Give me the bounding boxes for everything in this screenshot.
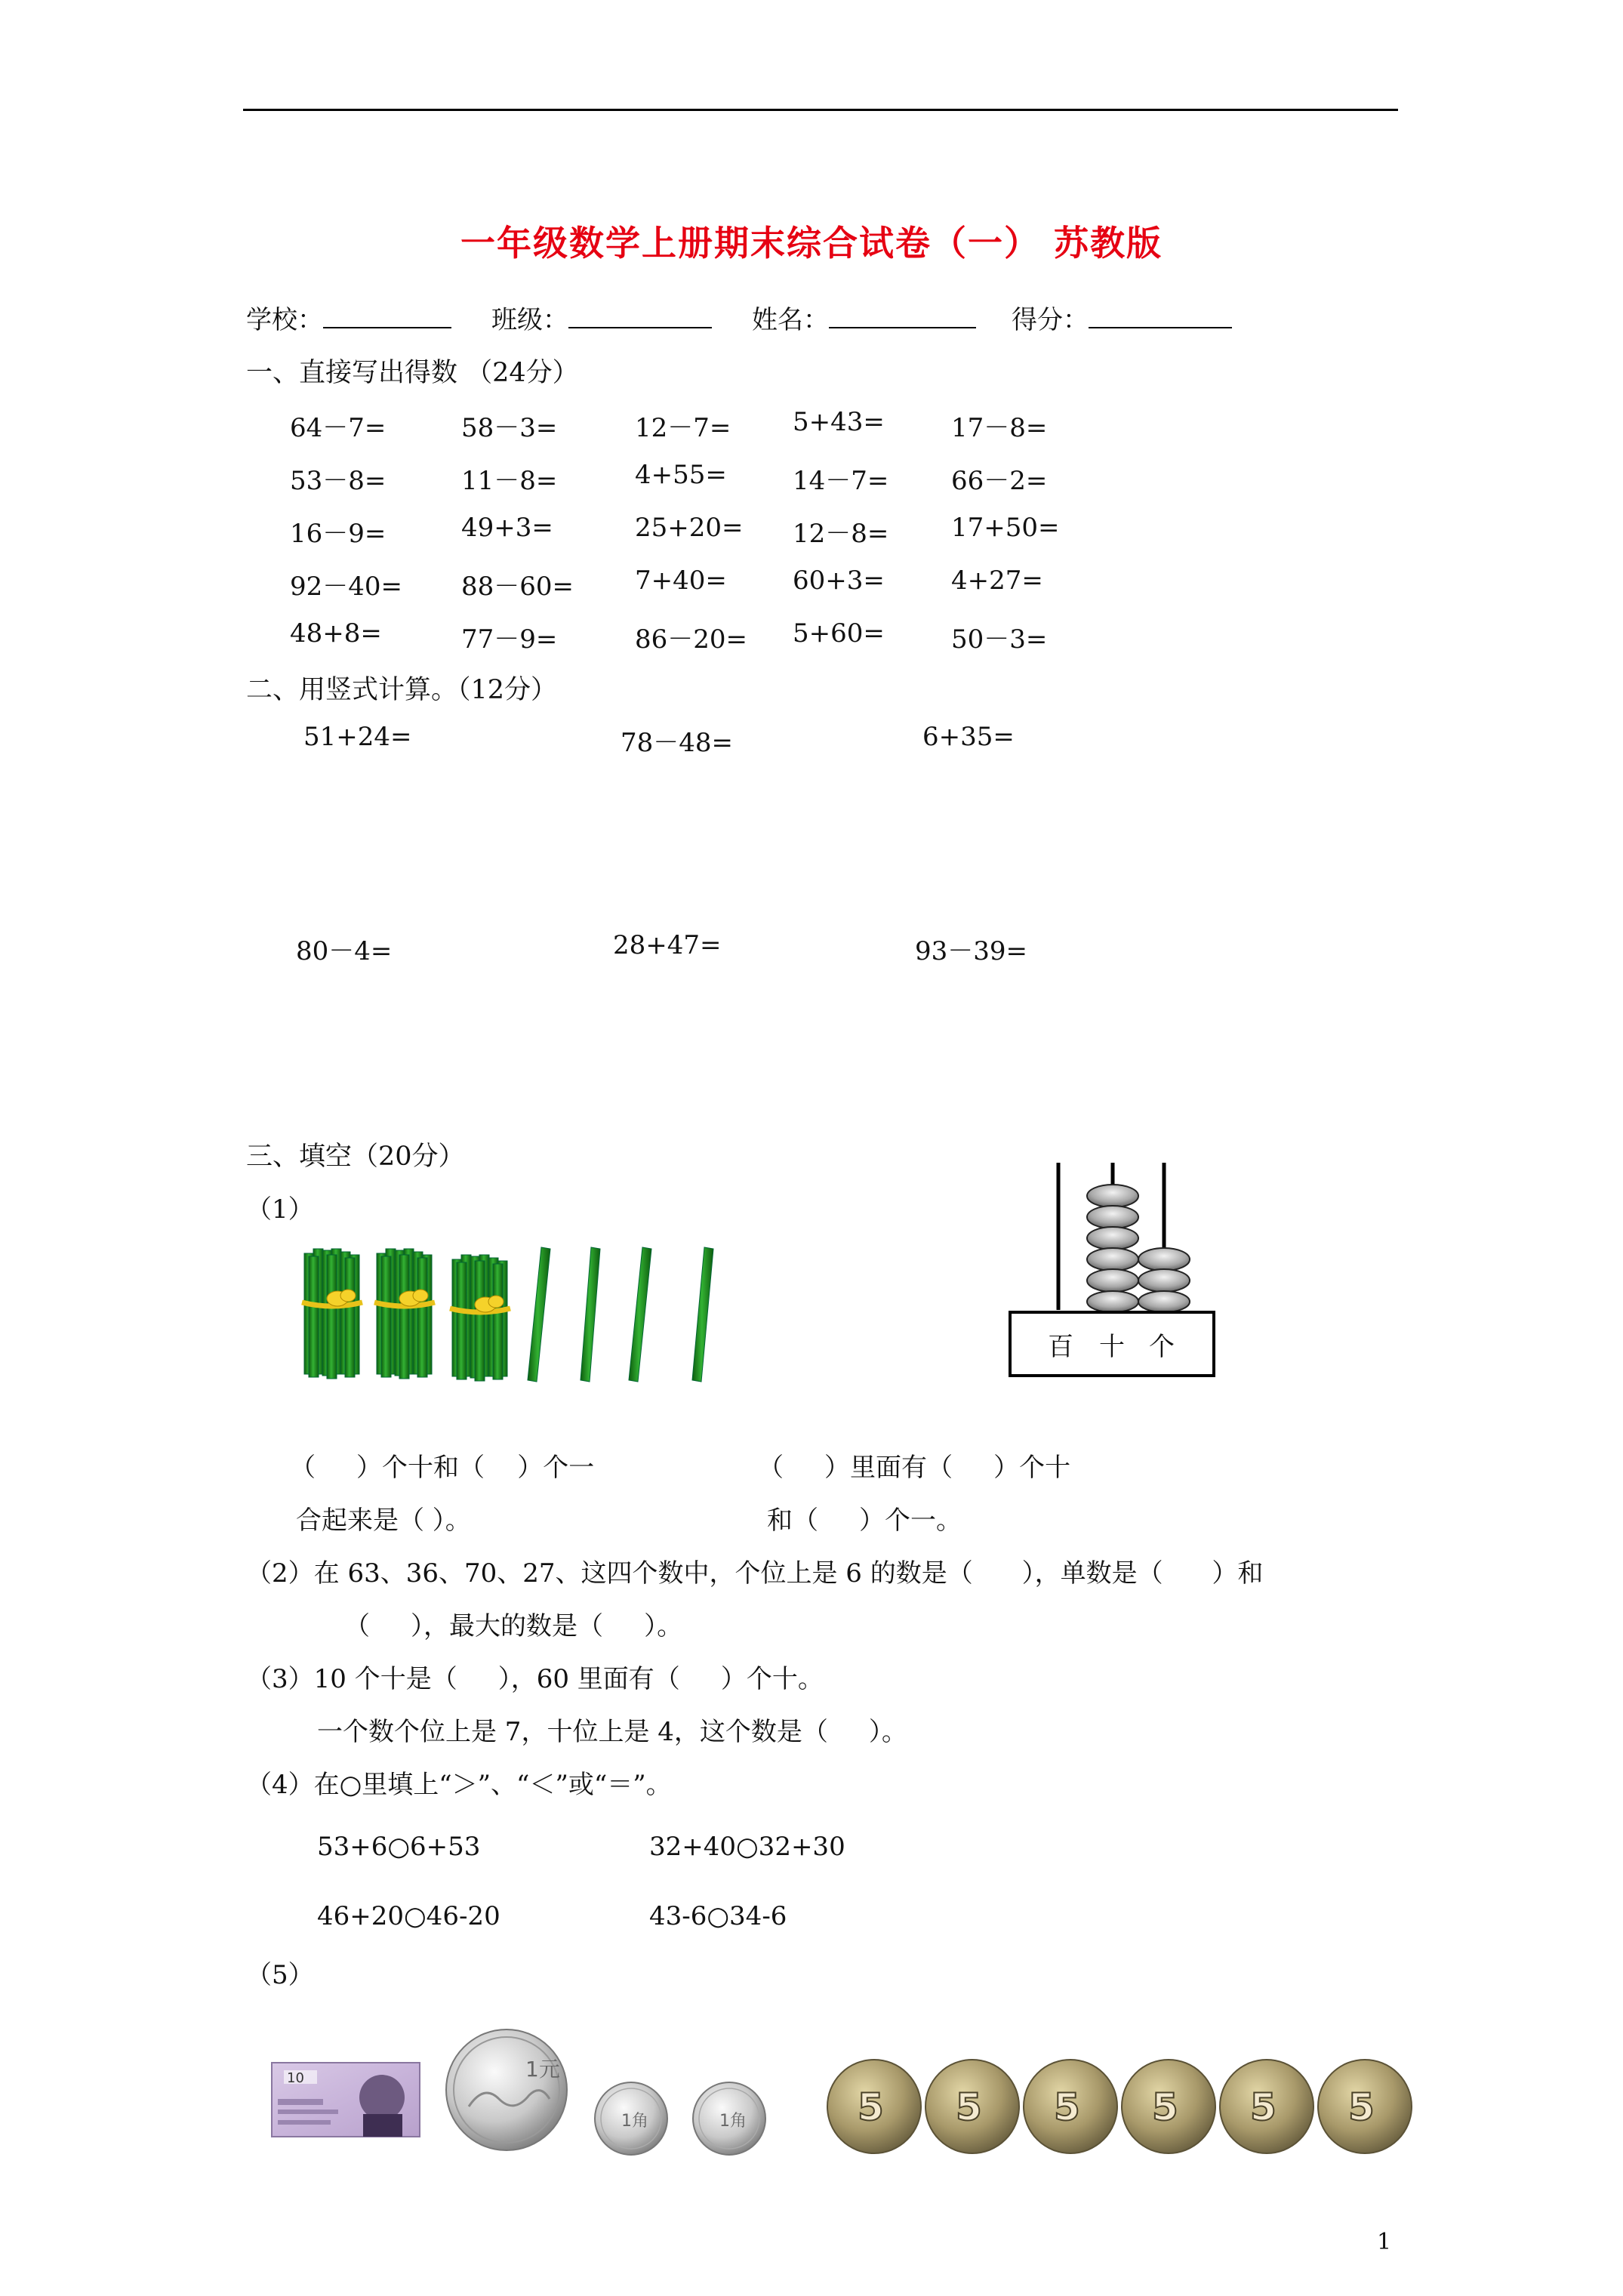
name-label: 姓名： — [752, 305, 829, 335]
school-blank[interactable] — [323, 304, 451, 328]
calc-item: 17－8= — [951, 413, 1048, 443]
calc-item: 86－20= — [635, 624, 748, 655]
ten-bundle-3 — [450, 1255, 510, 1381]
single-stick-1 — [528, 1247, 550, 1382]
small-coin-text: 1角 — [719, 2112, 747, 2131]
calc-item: 64－7= — [290, 413, 387, 443]
five-jiao-coin — [1122, 2060, 1215, 2153]
compare-item: 32+40○32+30 — [649, 1832, 845, 1862]
page-title: 一年级数学上册期末综合试卷（一） 苏教版 — [460, 223, 1163, 264]
calc-item: 12－7= — [635, 413, 731, 443]
abacus-label-ones: 个 — [1149, 1332, 1175, 1362]
q1-label: （1） — [246, 1194, 314, 1225]
calc-item: 92－40= — [290, 572, 403, 602]
calc-item: 77－9= — [461, 624, 558, 655]
one-jiao-coin-2 — [693, 2082, 765, 2155]
school-label: 学校： — [246, 305, 323, 335]
big-coin-text: 1元 — [525, 2057, 560, 2082]
q1-right-line2: 和（ ）个一。 — [767, 1505, 962, 1536]
calc-item: 17+50= — [951, 513, 1060, 543]
five-jiao-coin — [1220, 2060, 1313, 2153]
section1-heading: 一、直接写出得数 （24分） — [246, 358, 579, 388]
score-blank[interactable] — [1089, 304, 1232, 328]
school-field — [246, 299, 451, 336]
q3-line1: （3）10 个十是（ ），60 里面有（ ）个十。 — [246, 1664, 824, 1694]
name-field — [752, 299, 976, 336]
sticks-illustration — [298, 1238, 728, 1389]
calc-item: 4+55= — [635, 460, 727, 490]
vertical-calc-item: 51+24= — [303, 722, 412, 752]
compare-item: 53+6○6+53 — [317, 1832, 481, 1862]
header-rule — [243, 109, 1398, 111]
calc-item: 11－8= — [461, 466, 558, 496]
bronze-coin-text: 5 — [1250, 2085, 1277, 2129]
five-jiao-coin — [1318, 2060, 1412, 2153]
ten-bundle-2 — [374, 1249, 435, 1379]
calc-item: 12－8= — [793, 519, 889, 549]
compare-item: 46+20○46-20 — [317, 1901, 500, 1931]
calc-item: 48+8= — [290, 618, 382, 649]
q1-right-line1: （ ）里面有（ ）个十 — [758, 1453, 1071, 1483]
class-label: 班级： — [491, 305, 568, 335]
vertical-calc-item: 93－39= — [915, 936, 1028, 966]
vertical-calc-item: 80－4= — [296, 936, 393, 966]
class-blank[interactable] — [568, 304, 712, 328]
bronze-coin-text: 5 — [1152, 2085, 1178, 2129]
calc-item: 53－8= — [290, 466, 387, 496]
calc-item: 5+60= — [793, 618, 885, 649]
one-jiao-coin-1 — [595, 2082, 667, 2155]
abacus-label-hundreds: 百 — [1048, 1332, 1073, 1362]
q4-line1: （4）在○里填上“＞”、“＜”或“＝”。 — [246, 1770, 672, 1800]
bronze-coin-text: 5 — [1054, 2085, 1080, 2129]
vertical-calc-item: 28+47= — [613, 930, 722, 960]
vertical-calc-item: 6+35= — [922, 722, 1015, 752]
abacus-label-tens: 十 — [1099, 1332, 1125, 1362]
compare-item: 43-6○34-6 — [649, 1901, 787, 1931]
q2-line2: （ ），最大的数是（ ）。 — [344, 1611, 683, 1641]
calc-item: 4+27= — [951, 566, 1043, 596]
single-stick-3 — [629, 1247, 651, 1382]
five-jiao-coin — [1024, 2060, 1117, 2153]
bronze-coin-text: 5 — [858, 2085, 884, 2129]
ten-bundle-1 — [302, 1249, 362, 1379]
tens-beads — [1087, 1185, 1138, 1312]
ones-beads — [1138, 1248, 1190, 1312]
section3-heading: 三、填空（20分） — [246, 1142, 465, 1172]
class-field — [491, 299, 712, 336]
calc-item: 66－2= — [951, 466, 1048, 496]
q1-left-line2: 合起来是（ ）。 — [296, 1505, 471, 1536]
single-stick-4 — [692, 1247, 713, 1382]
calc-item: 7+40= — [635, 566, 727, 596]
single-stick-2 — [581, 1247, 600, 1382]
score-field — [1012, 299, 1232, 336]
calc-item: 5+43= — [793, 407, 885, 437]
calc-item: 16－9= — [290, 519, 387, 549]
five-jiao-coin — [827, 2060, 921, 2153]
bronze-coin-text: 5 — [956, 2085, 982, 2129]
banknote-value: 10 — [287, 2070, 304, 2086]
vertical-calc-item: 78－48= — [621, 728, 734, 758]
calc-item: 25+20= — [635, 513, 744, 543]
section2-heading: 二、用竖式计算。（12分） — [246, 675, 558, 705]
calc-item: 14－7= — [793, 466, 889, 496]
five-jiao-coin — [925, 2060, 1019, 2153]
calc-item: 60+3= — [793, 566, 885, 596]
calc-item: 49+3= — [461, 513, 553, 543]
small-coin-text: 1角 — [621, 2112, 648, 2131]
q2-line1: （2）在 63、36、70、27、这四个数中，个位上是 6 的数是（ ），单数是（ ）和 — [246, 1558, 1264, 1589]
calc-item: 50－3= — [951, 624, 1048, 655]
name-blank[interactable] — [829, 304, 976, 328]
q3-line2: 一个数个位上是 7，十位上是 4，这个数是（ ）。 — [317, 1717, 907, 1747]
ten-yuan-banknote — [272, 2063, 420, 2137]
one-yuan-coin — [446, 2029, 567, 2150]
money-illustration — [269, 2023, 1439, 2159]
q5-label: （5） — [246, 1960, 314, 1990]
q1-left-line1: （ ）个十和（ ）个一 — [290, 1453, 595, 1483]
score-label: 得分： — [1012, 305, 1089, 335]
page-number: 1 — [1377, 2229, 1392, 2255]
bronze-coin-text: 5 — [1348, 2085, 1375, 2129]
calc-item: 58－3= — [461, 413, 558, 443]
calc-item: 88－60= — [461, 572, 574, 602]
